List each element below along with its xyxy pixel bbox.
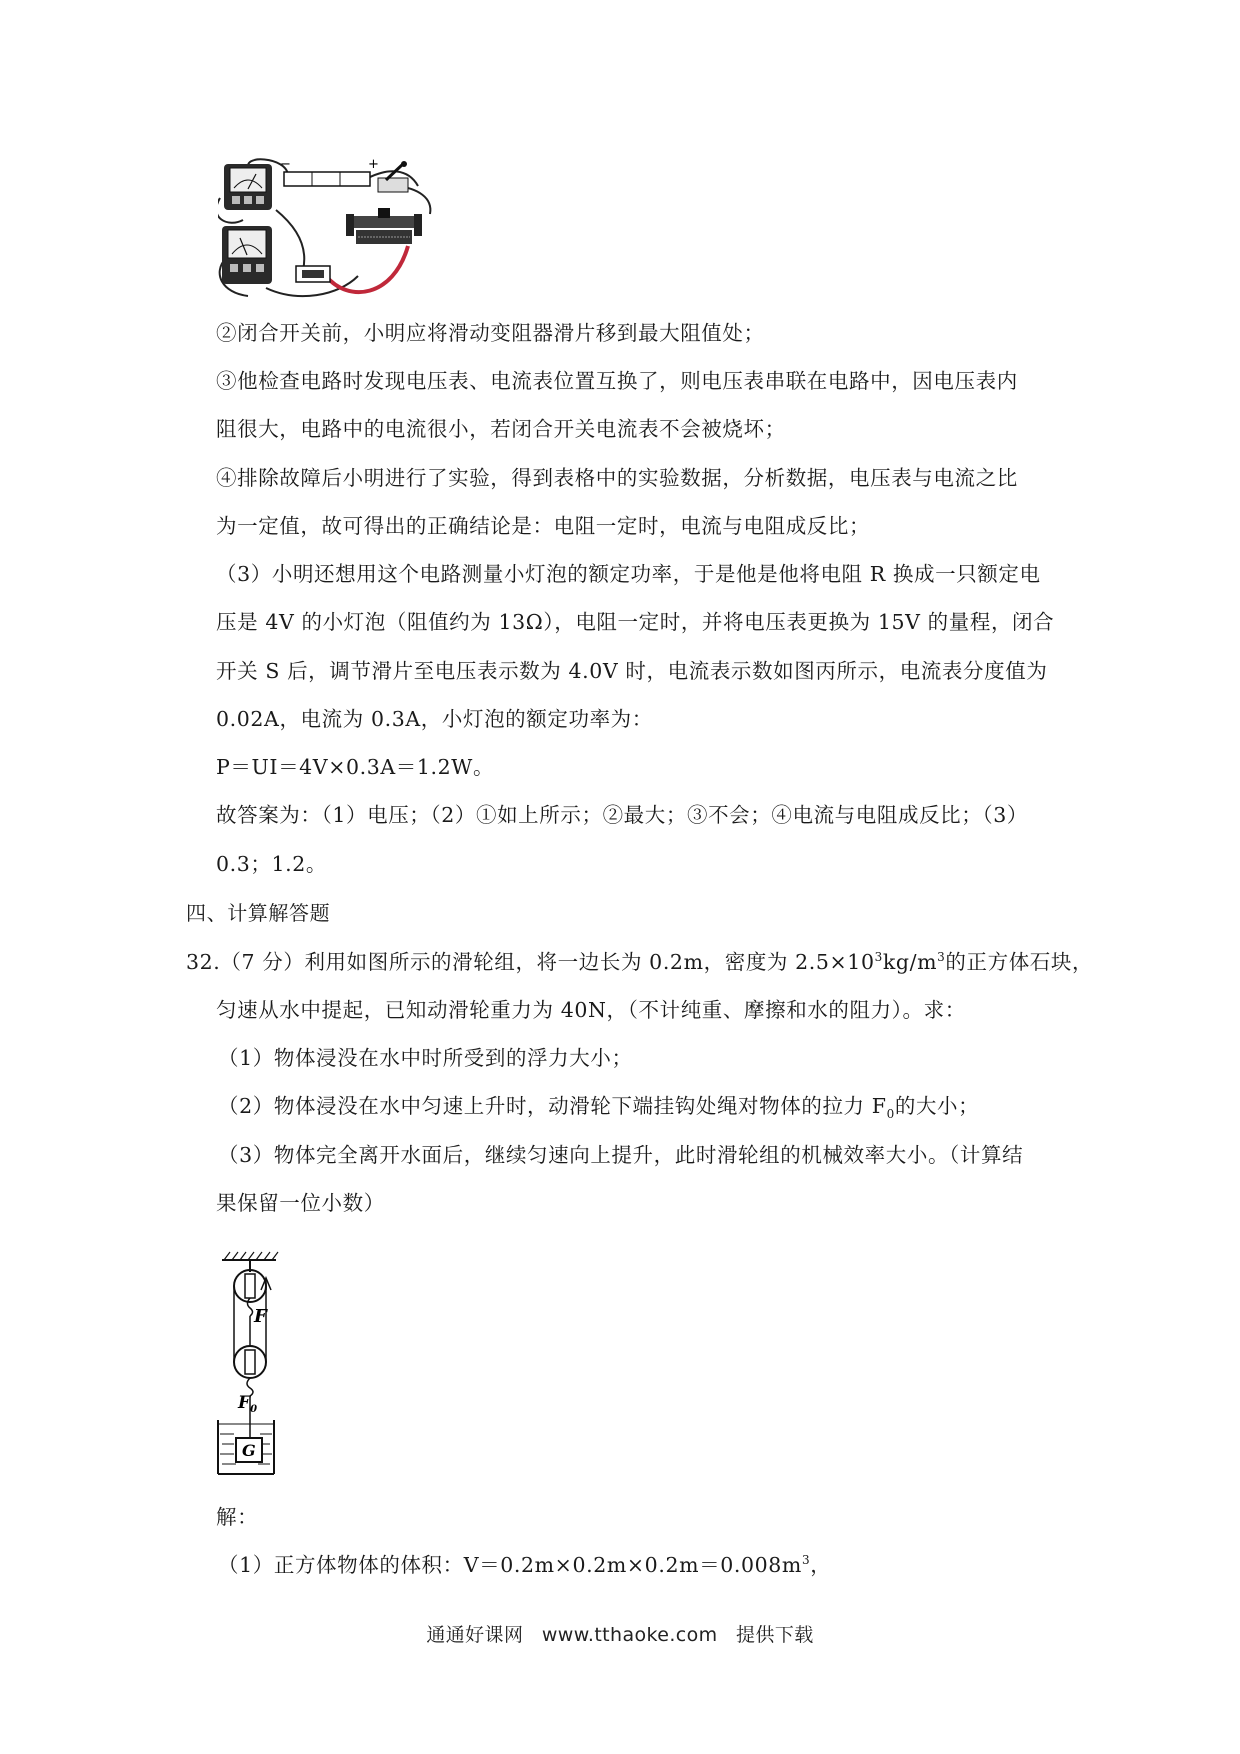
footer-url-link[interactable]: www.tthaoke.com [541,1624,718,1646]
solution-step: 0.02A，电流为 0.3A，小灯泡的额定功率为： [216,707,653,731]
answer-summary: 0.3；1.2。 [216,852,328,876]
footer-note: 提供下载 [736,1624,814,1646]
answer-summary: 故答案为：（1）电压；（2）①如上所示；②最大；③不会；④电流与电阻成反比；（3） [216,803,1028,827]
switch-icon [378,161,408,192]
answer-label: 解： [216,1505,259,1529]
ammeter-icon [222,226,272,284]
solution-step: （3）小明还想用这个电路测量小灯泡的额定功率，于是他是他将电阻 R 换成一只额定电 [216,562,1041,586]
battery-minus-label: − [280,158,291,172]
solution-step: 阻很大，电路中的电流很小，若闭合开关电流表不会被烧坏； [216,417,786,441]
sub-question-3-cont: 果保留一位小数） [216,1191,385,1215]
formula-line: P＝UI＝4V×0.3A＝1.2W。 [216,755,495,779]
force-label: F [254,1306,267,1327]
question-stem: 匀速从水中提起，已知动滑轮重力为 40N，（不计纯重、摩擦和水的阻力）。求： [216,998,966,1022]
footer-site-name: 通通好课网 [426,1624,524,1646]
question-stem: 32.（7 分）利用如图所示的滑轮组，将一边长为 0.2m，密度为 $2.5\times 10^3kg/m^3$的正方体石块， [186,950,1094,974]
movable-pulley-icon [234,1346,266,1378]
resistor-icon [296,266,330,282]
rheostat-icon [346,208,422,244]
page-footer [0,1620,1240,1647]
section-title: 四、计算解答题 [186,901,331,925]
solution-step: 压是 4V 的小灯泡（阻值约为 13Ω），电阻一定时，并将电压表更换为 15V 的量程，闭合 [216,610,1055,634]
solution-step: ③他检查电路时发现电压表、电流表位置互换了，则电压表串联在电路中，因电压表内 [216,369,1018,393]
f0-label: $F_0$ [238,1393,258,1415]
voltmeter-icon [224,164,272,210]
battery-icon [280,158,379,186]
solution-step: ④排除故障后小明进行了实验，得到表格中的实验数据，分析数据，电压表与电流之比 [216,466,1018,490]
battery-plus-label: + [368,158,379,172]
circuit-diagram [218,158,468,300]
fixed-pulley-icon [234,1270,266,1302]
pulley-diagram [214,1250,314,1484]
sub-question-2: （2）物体浸没在水中匀速上升时，动滑轮下端挂钩处绳对物体的拉力 $F_0$的大小； [218,1094,980,1122]
sub-question-3: （3）物体完全离开水面后，继续匀速向上提升，此时滑轮组的机械效率大小。（计算结 [218,1143,1024,1167]
sub-question-1: （1）物体浸没在水中时所受到的浮力大小； [218,1046,633,1070]
solution-step: 为一定值，故可得出的正确结论是：电阻一定时，电流与电阻成反比； [216,514,871,538]
block-label: G [242,1441,256,1460]
solution-step: ②闭合开关前，小明应将滑动变阻器滑片移到最大阻值处； [216,321,765,345]
answer-step-1: （1）正方体物体的体积：$V=0.2m\times 0.2m\times 0.2m=0.008m^3$， [218,1553,832,1577]
solution-step: 开关 S 后，调节滑片至电压表示数为 4.0V 时，电流表示数如图丙所示，电流表分度值为 [216,659,1048,683]
